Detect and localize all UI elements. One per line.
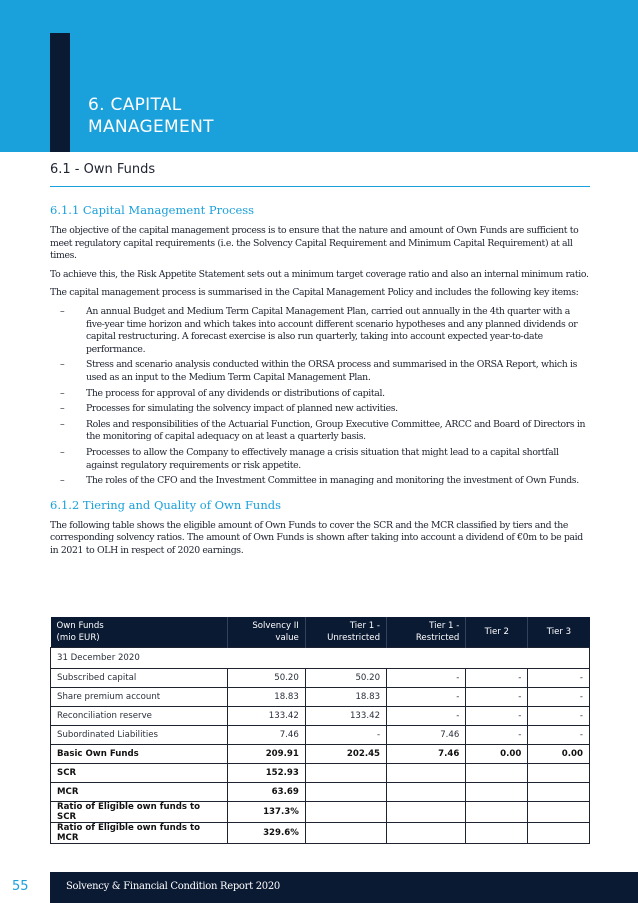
row-label: Subscribed capital [51,669,228,688]
chapter-title [88,94,214,138]
dash-bullet: – [60,446,65,458]
header-banner [0,0,638,152]
page-number: 55 [12,879,29,894]
table-body [51,648,590,844]
table-header-row [51,617,590,648]
row-label: Reconciliation reserve [51,707,228,726]
table-row-ratio-mcr [51,823,590,844]
cell-tier2: - [466,669,528,688]
paragraph: The following table shows the eligible amount of Own Funds to cover the SCR and the MCR classified by tiers and the corresponding solvency ratios. The amount of Own Funds is shown after taking into account a dividend of €0m to be paid in 2021 to OLH in respect of 2020 earnings. [50,519,583,556]
row-label: SCR [51,764,228,783]
cell-solvency-ii: 133.42 [227,707,305,726]
cell-tier2: - [466,726,528,745]
cell-tier1-restricted: - [387,707,466,726]
cell-tier3: 0.00 [528,745,590,764]
table-row [51,726,590,745]
column-header-tier3: Tier 3 [528,617,590,648]
table-row [51,669,590,688]
row-label: Ratio of Eligible own funds to MCR [51,823,228,844]
cell-tier3: - [528,688,590,707]
subsection-heading-612: 6.1.2 Tiering and Quality of Own Funds [50,497,281,512]
table-row [51,688,590,707]
list-item: – Processes to allow the Company to effectively manage a crisis situation that might lead to a capital shortfall against regulatory requirements or risk appetite. [60,446,559,471]
column-header-tier2: Tier 2 [466,617,528,648]
cell-tier2: 0.00 [466,745,528,764]
section-divider [50,186,590,187]
column-header-tier1-unrestricted: Tier 1 - Unrestricted [305,617,386,648]
footer-bar [50,872,638,903]
row-label: Basic Own Funds [51,745,228,764]
cell-tier2: - [466,688,528,707]
cell-tier3: - [528,669,590,688]
subsection-heading-611: 6.1.1 Capital Management Process [50,203,255,217]
list-item: – An annual Budget and Medium Term Capital Management Plan, carried out annually in the 4th quarter with a five-year time horizon and which takes into account different scenario hypotheses and any planned dividends or capital restructuring. A forecast exercise is also run quarterly, taking into account expected year-to-date performance. [60,305,578,355]
dash-bullet: – [60,387,65,399]
report-title: Solvency & Financial Condition Report 2020 [66,881,280,892]
chapter-title-line-1: 6. CAPITAL [88,95,182,115]
table-row-scr [51,764,590,783]
table-row-ratio-scr [51,802,590,823]
cell-tier1-restricted: 7.46 [387,726,466,745]
list-item: – The roles of the CFO and the Investment Committee in managing and monitoring the investment of Own Funds. [60,475,579,487]
paragraph: The objective of the capital management process is to ensure that the nature and amount of Own Funds are sufficient to meet regulatory capital requirements (i.e. the Solvency Capital Requirement and Minimum Capital Requirement) at all times. [50,225,579,262]
cell-tier3: - [528,726,590,745]
cell-solvency-ii: 209.91 [227,745,305,764]
cell-tier1-unrestricted: 18.83 [305,688,386,707]
table-row [51,707,590,726]
cell-solvency-ii: 50.20 [227,669,305,688]
own-funds-table [50,617,590,844]
row-label: MCR [51,783,228,802]
cell-solvency-ii: 63.69 [227,783,305,802]
table-row-mcr [51,783,590,802]
list-item: – Stress and scenario analysis conducted within the ORSA process and summarised in the ORSA Report, which is used as an input to the Medium Term Capital Management Plan. [60,359,578,383]
cell-solvency-ii: 137.3% [227,802,305,823]
dash-bullet: – [60,305,65,317]
column-header-tier1-restricted: Tier 1 - Restricted [387,617,466,648]
row-label: Subordinated Liabilities [51,726,228,745]
cell-tier1-restricted: - [387,688,466,707]
row-label: Ratio of Eligible own funds to SCR [51,802,228,823]
list-item: – The process for approval of any dividends or distributions of capital. [60,387,385,399]
row-label: Share premium account [51,688,228,707]
cell-tier1-restricted: - [387,669,466,688]
table-row-basic-own-funds [51,745,590,764]
dash-bullet: – [60,359,65,371]
dash-bullet: – [60,475,65,487]
cell-solvency-ii: 7.46 [227,726,305,745]
cell-solvency-ii: 152.93 [227,764,305,783]
date-cell: 31 December 2020 [51,648,590,669]
cell-tier2: - [466,707,528,726]
table-row-date [51,648,590,669]
list-item: – Roles and responsibilities of the Actuarial Function, Group Executive Committee, ARCC and Board of Directors in the monitoring of capital adequacy on at least a quarterly basis. [60,418,586,443]
section-title: 6.1 - Own Funds [50,162,156,177]
cell-solvency-ii: 18.83 [227,688,305,707]
paragraph: To achieve this, the Risk Appetite Statement sets out a minimum target coverage ratio and also an internal minimum ratio. [50,268,589,280]
column-header-solvency-ii: Solvency II value [227,617,305,648]
cell-tier1-unrestricted: 202.45 [305,745,386,764]
cell-tier1-unrestricted: - [305,726,386,745]
cell-solvency-ii: 329.6% [227,823,305,844]
cell-tier1-unrestricted: 133.42 [305,707,386,726]
cell-tier1-restricted: 7.46 [387,745,466,764]
main-content [50,203,590,563]
page-footer [0,872,638,903]
paragraph: The capital management process is summarised in the Capital Management Policy and includes the following key items: [50,287,579,299]
dash-bullet: – [60,403,65,415]
list-item: – Processes for simulating the solvency impact of planned new activities. [60,403,398,415]
key-items-list [50,306,590,488]
chapter-title-line-2: MANAGEMENT [88,117,214,137]
dash-bullet: – [60,418,65,430]
cell-tier3: - [528,707,590,726]
column-header-own-funds: Own Funds (mio EUR) [51,617,228,648]
banner-accent-block [50,33,70,152]
cell-tier1-unrestricted: 50.20 [305,669,386,688]
